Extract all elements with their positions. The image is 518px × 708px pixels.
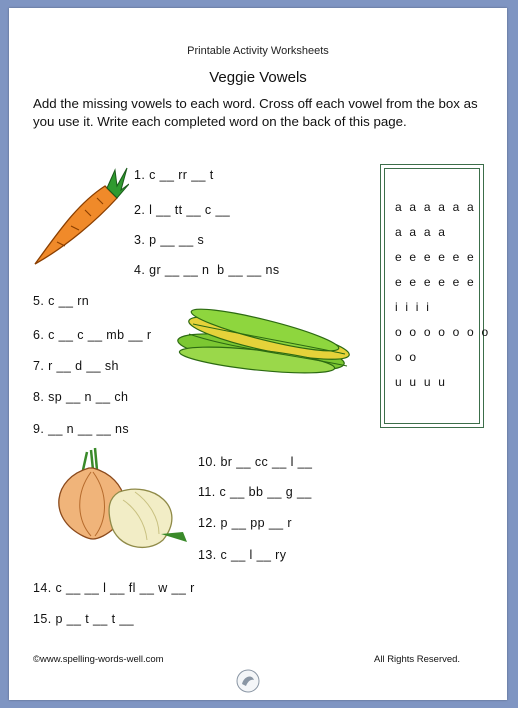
word-item-4: 4. gr __ __ n b __ __ ns [134,263,280,277]
word-item-3: 3. p __ __ s [134,233,205,247]
word-item-15: 15. p __ t __ t __ [33,612,135,626]
footer-rights: All Rights Reserved. [374,654,461,665]
vowel-row-7: o o [395,350,419,364]
word-item-6: 6. c __ c __ mb __ r [33,328,152,342]
word-item-5: 5. c __ rn [33,294,90,308]
vowel-row-2: a a a a [395,225,448,239]
logo-icon [234,668,262,694]
word-item-12: 12. p __ pp __ r [198,516,292,530]
word-item-9: 9. __ n __ __ ns [33,422,130,436]
vowel-row-6: o o o o o o o [395,325,491,339]
word-item-2: 2. l __ tt __ c __ [134,203,231,217]
onion-illustration [43,444,193,556]
vowel-row-1: a a a a a a [395,200,476,214]
word-item-11: 11. c __ bb __ g __ [198,485,312,499]
vowel-box-inner [384,168,491,424]
footer-site: ©www.spelling-words-well.com [33,654,164,665]
vowel-box [380,164,491,428]
word-item-8: 8. sp __ n __ ch [33,390,129,404]
word-item-10: 10. br __ cc __ l __ [198,455,313,469]
worksheet-subtitle: Printable Activity Worksheets [187,45,329,57]
vowel-row-4: e e e e e e [395,275,476,289]
worksheet-page [9,8,507,700]
worksheet-title: Veggie Vowels [209,69,307,86]
vowel-row-3: e e e e e e [395,250,476,264]
carrot-illustration [27,164,129,270]
word-item-13: 13. c __ l __ ry [198,548,287,562]
word-item-1: 1. c __ rr __ t [134,168,214,182]
instructions-text: Add the missing vowels to each word. Cross off each vowel from the box as you use it. Write each completed word on the back of this page. [33,96,478,129]
vowel-row-5: i i i i [395,300,432,314]
corn-illustration [169,304,355,386]
word-item-14: 14. c __ __ l __ fl __ w __ r [33,581,195,595]
vowel-row-8: u u u u [395,375,448,389]
word-item-7: 7. r __ d __ sh [33,359,119,373]
